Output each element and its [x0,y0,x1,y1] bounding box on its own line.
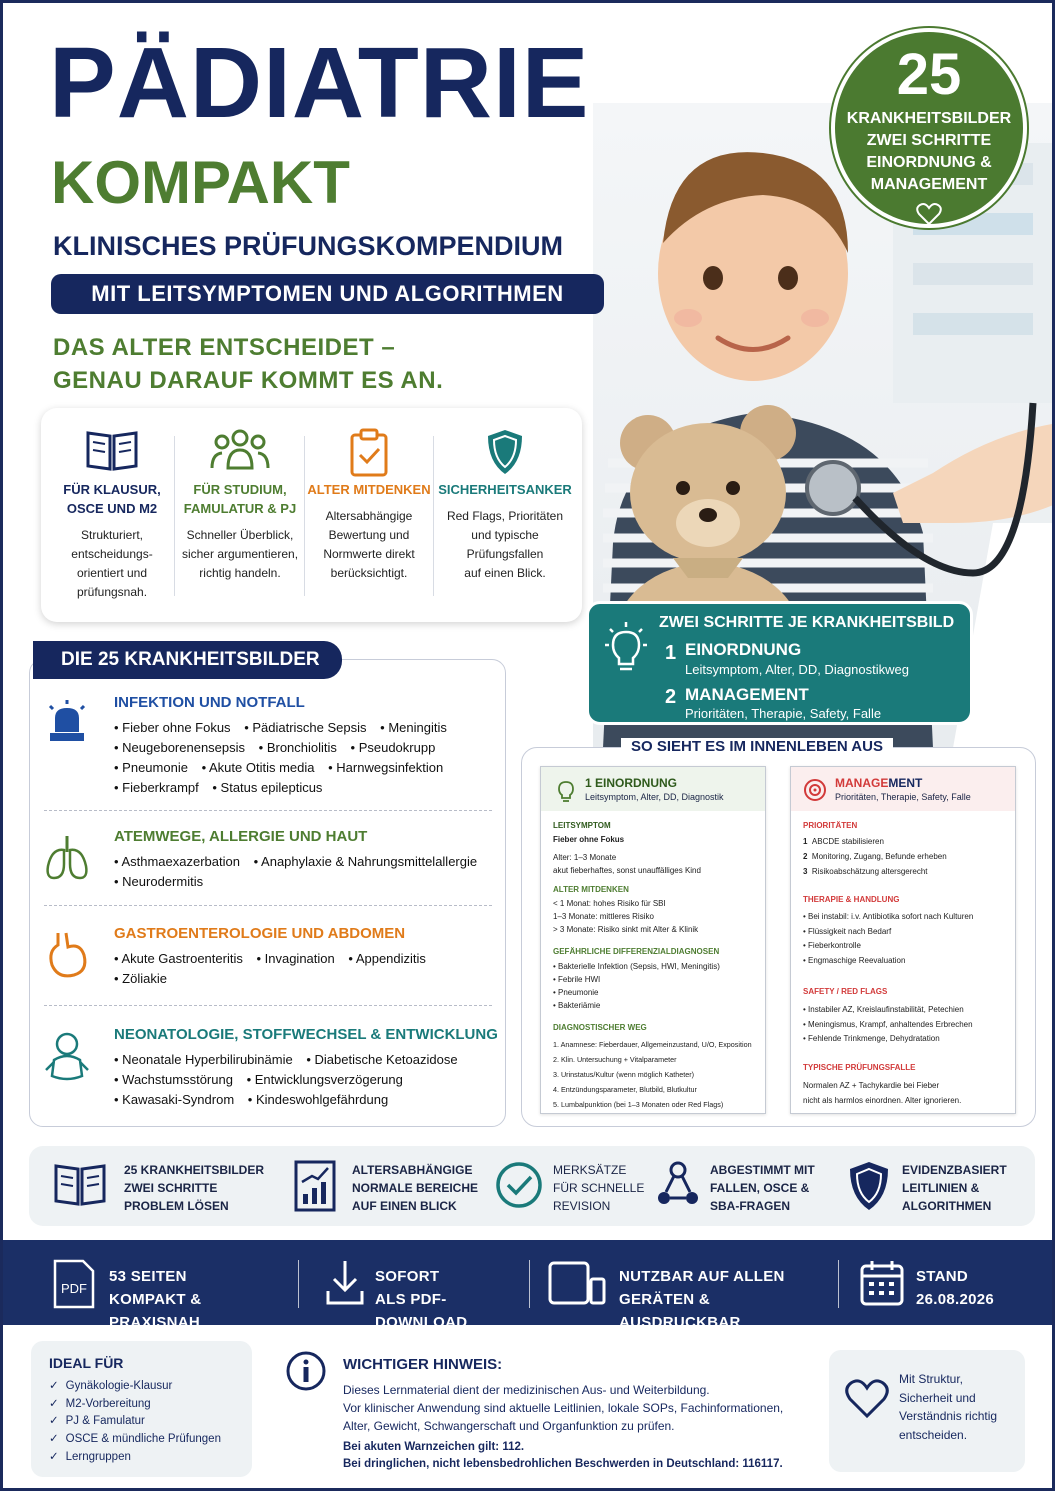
benefit-text: ABGESTIMMT MIT FALLEN, OSCE & SBA-FRAGEN [710,1163,815,1213]
subtitle-pill: MIT LEITSYMPTOMEN UND ALGORITHMEN [51,274,604,314]
step2-label: MANAGEMENT [685,685,809,704]
check-circle-icon [494,1160,544,1210]
disease-item: • Harnwegsinfektion [328,760,444,775]
management-heading-b: MENT [888,776,923,790]
shield-icon [485,428,525,476]
safety-heading: SAFETY / RED FLAGS [803,987,888,996]
dd-items: • Bakterielle Infektion (Sepsis, HWI, Meningitis) • Febrile HWI • Pneumonie • Bakteriämie [553,962,720,1010]
category-infection-items [114,718,504,798]
network-icon [656,1160,700,1208]
disease-item: • Neurodermitis [114,874,204,889]
band-text: 53 SEITEN KOMPAKT & PRAXISNAH [109,1268,202,1331]
disease-item: • Fieberkrampf [114,780,199,795]
band-text: SOFORT ALS PDF-DOWNLOAD [375,1268,468,1331]
leitsymptom-value: Fieber ohne Fokus [553,835,625,844]
feature-exam-title: FÜR KLAUSUR, OSCE UND M2 [63,482,161,516]
step1-number: 1 [665,642,677,664]
heart-icon [844,1378,890,1420]
alter-text: Alter: 1–3 Monate akut fieberhaftes, sonst unauffälliges Kind [553,853,701,875]
title-line2: KOMPAKT [51,149,350,216]
devices-icon [547,1259,607,1309]
tagline-line1: DAS ALTER ENTSCHEIDET – [53,334,396,361]
chart-icon [294,1160,336,1212]
dd-heading: GEFÄHRLICHE DIFFERENZIALDIAGNOSEN [553,947,720,956]
feature-study-text: Schneller Überblick, sicher argumentieren, richtig handeln. [181,528,299,580]
siren-icon [44,700,90,744]
benefit-item [494,1146,654,1226]
lightbulb-icon [601,620,651,676]
ideal-box [31,1341,252,1477]
tagline-line2: GENAU DARAUF KOMMT ES AN. [53,367,444,394]
disease-item: • Pseudokrupp [350,740,436,755]
badge-line2: ZWEI SCHRITTE [866,132,992,149]
feature-study [177,408,303,622]
features-box [41,408,582,622]
disease-item: • Akute Otitis media [201,760,315,775]
disease-item: • Entwicklungsverzögerung [246,1072,403,1087]
band-text: NUTZBAR AUF ALLEN GERÄTEN & AUSDRUCKBAR [619,1268,785,1331]
badge-line4: MANAGEMENT [870,176,988,193]
badge-line3: EINORDNUNG & [866,154,992,171]
prio-item: 3 Risikoabschätzung altersgerecht [803,867,928,876]
falle-text: Normalen AZ + Tachykardie bei Fieber nicht als harmlos einordnen. Alter ignorieren. [803,1081,962,1105]
subtitle: KLINISCHES PRÜFUNGSKOMPENDIUM [53,231,564,261]
clipboard-check-icon [347,428,391,478]
disease-item: • Pädiatrische Sepsis [244,720,367,735]
benefit-text: MERKSÄTZE FÜR SCHNELLE REVISION [553,1163,645,1213]
disease-item: • Neonatale Hyperbilirubinämie [114,1052,293,1067]
closing-box [829,1350,1025,1472]
step2-number: 2 [665,686,677,708]
category-airways-items [114,852,504,892]
step2-sub: Prioritäten, Therapie, Safety, Falle [685,706,882,721]
alter-heading: ALTER MITDENKEN [553,885,629,894]
baby-icon [44,1032,90,1084]
card-management-sub: Prioritäten, Therapie, Safety, Falle [835,792,971,802]
disease-item: • Anaphylaxie & Nahrungsmittelallergie [253,854,478,869]
ideal-item: ✓ M2-Vorbereitung [49,1396,151,1410]
disease-item: • Status epilepticus [212,780,323,795]
disease-item: • Neugeborenensepsis [114,740,246,755]
download-icon [325,1259,365,1309]
category-gastro-items [114,949,504,989]
stomach-icon [44,931,90,981]
prio-heading: PRIORITÄTEN [803,821,858,830]
heart-icon [916,202,942,226]
benefit-item [656,1146,846,1226]
feature-safety-text: Red Flags, Prioritäten und typische Prüfungsfallen auf einen Blick. [446,509,564,580]
category-neonatology-title: NEONATOLOGIE, STOFFWECHSEL & ENTWICKLUNG [114,1026,498,1043]
card-management-heading [835,776,922,790]
category-infection-title: INFEKTION UND NOTFALL [114,694,305,711]
band-text: STAND 26.08.2026 [916,1268,995,1308]
disease-item: • Kindeswohlgefährdung [247,1092,389,1107]
disease-item: • Meningitis [380,720,447,735]
therapie-items: • Bei instabil: i.v. Antibiotika sofort nach Kulturen • Flüssigkeit nach Bedarf • Fieberkontrolle • Engmaschige Reevaluation [803,912,974,965]
badge-line1: KRANKHEITSBILDER [846,110,1012,127]
feature-exam-text: Strukturiert, entscheidungs- orientiert und prüfungsnah. [71,528,153,599]
notice-title: WICHTIGER HINWEIS: [343,1356,503,1373]
diseases-title: DIE 25 KRANKHEITSBILDER [33,641,342,679]
feature-age [306,408,432,622]
therapie-heading: THERAPIE & HANDLUNG [803,895,900,904]
disease-item: • Invagination [256,951,335,966]
group-icon [210,428,270,472]
inner-view-title: SO SIEHT ES IM INNENLEBEN AUS [621,738,893,755]
disease-item: • Kawasaki-Syndrom [114,1092,235,1107]
prio-item: 2 Monitoring, Zugang, Befunde erheben [803,852,947,861]
management-heading-a: MANAGE [835,776,889,790]
benefit-text: ALTERSABHÄNGIGE NORMALE BEREICHE AUF EINEN BLICK [352,1163,479,1213]
badge-number: 25 [896,42,962,107]
disease-item: • Fieber ohne Fokus [114,720,231,735]
badge [831,28,1027,228]
inner-view-box [521,747,1036,1127]
leitsymptom-heading: LEITSYMPTOM [553,821,611,830]
disease-item: • Wachstumsstörung [114,1072,233,1087]
shield-check-icon [847,1160,891,1212]
pdf-icon [51,1259,97,1309]
step1-sub: Leitsymptom, Alter, DD, Diagnostikweg [685,662,909,677]
ideal-item: ✓ PJ & Famulatur [49,1413,145,1427]
lightbulb-icon [555,777,577,803]
feature-study-title: FÜR STUDIUM, FAMULATUR & PJ [183,482,297,516]
band-item-date [859,1240,1039,1325]
feature-safety-title: SICHERHEITSANKER [438,482,572,497]
feature-age-text: Altersabhängige Bewertung und Normwerte direkt berücksichtigt. [323,509,415,580]
disease-item: • Zöliakie [114,971,167,986]
feature-safety [436,408,574,622]
diseases-box [29,659,506,1127]
ideal-item: ✓ Gynäkologie-Klausur [49,1378,172,1392]
step1-label: EINORDNUNG [685,640,802,659]
benefits-strip [29,1146,1035,1226]
feature-exam [51,408,173,622]
category-neonatology-items [114,1050,504,1110]
disease-item: • Diabetische Ketoazidose [306,1052,458,1067]
card-management [790,766,1016,1114]
disease-item: • Akute Gastroenteritis [114,951,243,966]
prio-item: 1 ABCDE stabilisieren [803,837,884,846]
benefit-text: EVIDENZBASIERT LEITLINIEN & ALGORITHMEN [902,1163,1007,1213]
disease-item: • Pneumonie [114,760,188,775]
category-gastro-title: GASTROENTEROLOGIE UND ABDOMEN [114,925,406,942]
notice-warning-112: Bei akuten Warnzeichen gilt: 112. [343,1441,525,1453]
category-airways-title: ATEMWEGE, ALLERGIE UND HAUT [114,828,368,845]
two-steps-box [586,601,973,725]
ideal-item: ✓ OSCE & mündliche Prüfungen [49,1431,221,1445]
weg-items: 1. Anamnese: Fieberdauer, Allgemeinzustand, U/O, Exposition 2. Klin. Untersuchung + Vitalparameter 3. Urinstatus/Kultur (wenn möglich Katheter) 4. Entzündungsparameter, Blutbild, Blutkultur 5. Lumbalpunktion (bei 1–3 Monaten oder Red Flags) [553,1040,752,1109]
target-icon [803,778,827,802]
svg-text:PDF: PDF [61,1281,87,1296]
book-icon [85,428,139,472]
info-icon [285,1350,327,1392]
benefit-item [847,1146,1027,1226]
benefit-item [294,1146,494,1226]
disease-item: • Appendizitis [348,951,426,966]
notice-text: Dieses Lernmaterial dient der medizinischen Aus- und Weiterbildung. Vor klinischer Anwendung sind aktuelle Leitlinien, lokale SOPs, Fachinformationen, Alter, Gewicht, Schwangerschaft und Organfunktion zu prüfen. [343,1383,784,1433]
card-einordnung [540,766,766,1114]
notice-warning-116117: Bei dringlichen, nicht lebensbedrohlichen Beschwerden in Deutschland: 116117. [343,1458,783,1470]
lungs-icon [44,834,90,882]
benefit-item [53,1146,273,1226]
card-einordnung-sub: Leitsymptom, Alter, DD, Diagnostik [585,792,724,802]
band-item-download [325,1240,525,1331]
open-book-icon [53,1160,107,1208]
ideal-item: ✓ Lerngruppen [49,1449,131,1463]
info-band [3,1240,1055,1331]
tagline [53,331,443,397]
benefit-text: 25 KRANKHEITSBILDER ZWEI SCHRITTE PROBLEM LÖSEN [124,1163,265,1213]
closing-text: Mit Struktur, Sicherheit und Verständnis richtig entscheiden. [899,1372,998,1442]
disease-item: • Bronchiolitis [258,740,337,755]
safety-items: • Instabiler AZ, Kreislaufinstabilität, Petechien • Meningismus, Krampf, anhaltendes Erbrechen • Fehlende Trinkmenge, Dehydratation [803,1005,973,1043]
falle-heading: TYPISCHE PRÜFUNGSFALLE [803,1063,916,1072]
weg-heading: DIAGNOSTISCHER WEG [553,1023,647,1032]
ideal-title: IDEAL FÜR [49,1355,124,1371]
alter-items: < 1 Monat: hohes Risiko für SBI 1–3 Monate: mittleres Risiko > 3 Monate: Risiko sinkt mit Alter & Klinik [553,899,699,934]
calendar-icon [859,1259,905,1307]
feature-age-title: ALTER MITDENKEN [307,482,431,497]
band-item-devices [547,1240,827,1331]
band-item-pages [51,1240,291,1331]
disease-item: • Asthmaexazerbation [114,854,240,869]
two-steps-title: ZWEI SCHRITTE JE KRANKHEITSBILD [659,614,955,631]
title-line1: PÄDIATRIE [49,27,590,139]
card-einordnung-heading: 1 EINORDNUNG [585,776,678,790]
